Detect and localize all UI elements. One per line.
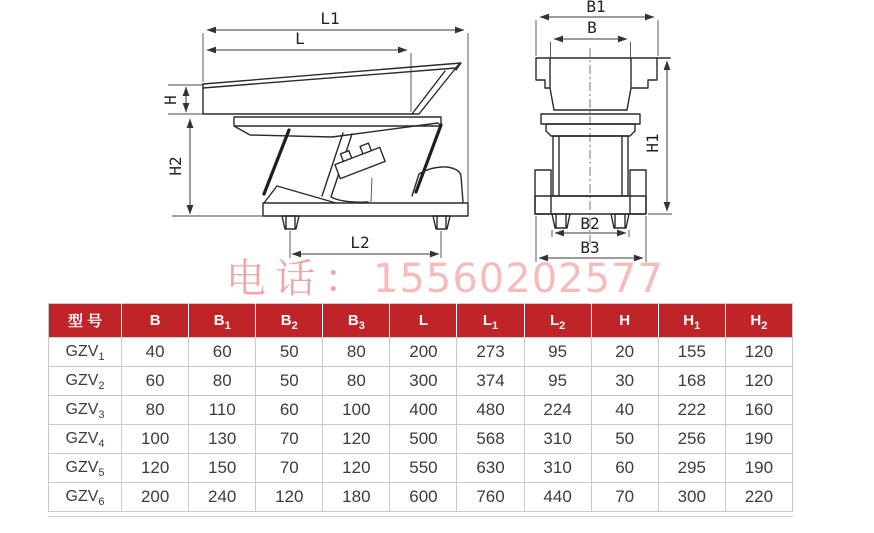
value-cell: 70 xyxy=(256,454,323,483)
body-column xyxy=(553,136,628,196)
column-header: 型 号 xyxy=(49,304,122,338)
value-cell: 180 xyxy=(323,483,390,512)
tray-side xyxy=(203,63,461,114)
value-cell: 120 xyxy=(323,454,390,483)
table-row xyxy=(49,396,793,425)
value-cell: 80 xyxy=(189,367,256,396)
table-row xyxy=(49,425,793,454)
value-cell: 310 xyxy=(524,454,591,483)
side-view xyxy=(161,9,468,258)
model-cell: $GZV_2$ xyxy=(49,367,122,396)
value-cell: 20 xyxy=(591,338,658,367)
value-cell: 480 xyxy=(457,396,524,425)
base-front xyxy=(535,170,646,214)
value-cell: 310 xyxy=(524,425,591,454)
table-row xyxy=(49,454,793,483)
value-cell: 400 xyxy=(390,396,457,425)
value-cell: 500 xyxy=(390,425,457,454)
table-underline xyxy=(48,516,793,517)
value-cell: 550 xyxy=(390,454,457,483)
watermark-label: 电话： xyxy=(226,256,373,302)
motor-lead xyxy=(371,178,372,202)
value-cell: 200 xyxy=(390,338,457,367)
value-cell: 80 xyxy=(323,338,390,367)
base-plate-side xyxy=(263,203,468,216)
column-header: L xyxy=(390,304,457,338)
value-cell: 630 xyxy=(457,454,524,483)
value-cell: 70 xyxy=(591,483,658,512)
model-cell: $GZV_1$ xyxy=(49,338,122,367)
value-cell: 374 xyxy=(457,367,524,396)
value-cell: 155 xyxy=(658,338,725,367)
table-row xyxy=(49,367,793,396)
value-cell: 200 xyxy=(122,483,189,512)
dim-label-l: L xyxy=(295,29,305,48)
table-row xyxy=(49,338,793,367)
value-cell: 240 xyxy=(189,483,256,512)
column-header: $B_3$ xyxy=(323,304,390,338)
value-cell: 600 xyxy=(390,483,457,512)
value-cell: 190 xyxy=(725,425,792,454)
value-cell: 70 xyxy=(256,425,323,454)
value-cell: 50 xyxy=(256,367,323,396)
value-cell: 80 xyxy=(323,367,390,396)
value-cell: 120 xyxy=(725,367,792,396)
dim-label-b1: B1 xyxy=(586,0,606,16)
column-header: B xyxy=(122,304,189,338)
value-cell: 95 xyxy=(524,367,591,396)
value-cell: 30 xyxy=(591,367,658,396)
value-cell: 50 xyxy=(256,338,323,367)
value-cell: 568 xyxy=(457,425,524,454)
value-cell: 60 xyxy=(122,367,189,396)
value-cell: 150 xyxy=(189,454,256,483)
spec-table xyxy=(48,303,793,512)
value-cell: 273 xyxy=(457,338,524,367)
value-cell: 440 xyxy=(524,483,591,512)
model-cell: $GZV_4$ xyxy=(49,425,122,454)
value-cell: 80 xyxy=(122,396,189,425)
column-header: $L_2$ xyxy=(524,304,591,338)
value-cell: 168 xyxy=(658,367,725,396)
front-view xyxy=(535,0,672,262)
table-row xyxy=(49,483,793,512)
vibration-motor xyxy=(332,140,385,179)
value-cell: 256 xyxy=(658,425,725,454)
left-spring xyxy=(264,130,289,194)
value-cell: 295 xyxy=(658,454,725,483)
column-header: H xyxy=(591,304,658,338)
model-cell: $GZV_6$ xyxy=(49,483,122,512)
value-cell: 224 xyxy=(524,396,591,425)
value-cell: 130 xyxy=(189,425,256,454)
value-cell: 60 xyxy=(189,338,256,367)
dim-label-b: B xyxy=(587,18,597,37)
column-header: $B_2$ xyxy=(256,304,323,338)
column-header: $L_1$ xyxy=(457,304,524,338)
dim-label-h2: H2 xyxy=(166,156,185,176)
value-cell: 40 xyxy=(591,396,658,425)
value-cell: 100 xyxy=(323,396,390,425)
column-header: $H_2$ xyxy=(725,304,792,338)
dim-label-b3: B3 xyxy=(580,238,600,257)
watermark-phone: 15560202577 xyxy=(373,256,664,302)
value-cell: 95 xyxy=(524,338,591,367)
column-header: $H_1$ xyxy=(658,304,725,338)
model-cell: $GZV_3$ xyxy=(49,396,122,425)
dim-label-l1: L1 xyxy=(320,9,340,28)
dim-label-h1: H1 xyxy=(643,133,662,153)
column-header: $B_1$ xyxy=(189,304,256,338)
value-cell: 110 xyxy=(189,396,256,425)
value-cell: 60 xyxy=(591,454,658,483)
value-cell: 120 xyxy=(256,483,323,512)
value-cell: 220 xyxy=(725,483,792,512)
value-cell: 300 xyxy=(658,483,725,512)
value-cell: 760 xyxy=(457,483,524,512)
feet-side xyxy=(282,216,450,229)
value-cell: 120 xyxy=(323,425,390,454)
value-cell: 222 xyxy=(658,396,725,425)
value-cell: 50 xyxy=(591,425,658,454)
value-cell: 100 xyxy=(122,425,189,454)
value-cell: 60 xyxy=(256,396,323,425)
value-cell: 120 xyxy=(122,454,189,483)
table-header-row xyxy=(49,304,793,338)
mounting-plate xyxy=(234,117,441,137)
dim-label-b2: B2 xyxy=(580,214,600,233)
value-cell: 190 xyxy=(725,454,792,483)
value-cell: 120 xyxy=(725,338,792,367)
clamp-bands xyxy=(541,114,640,136)
dim-label-h: H xyxy=(161,95,180,105)
dim-label-l2: L2 xyxy=(350,233,370,252)
trough-front xyxy=(536,58,670,110)
right-spring xyxy=(416,125,441,192)
model-cell: $GZV_5$ xyxy=(49,454,122,483)
value-cell: 40 xyxy=(122,338,189,367)
value-cell: 300 xyxy=(390,367,457,396)
value-cell: 160 xyxy=(725,396,792,425)
